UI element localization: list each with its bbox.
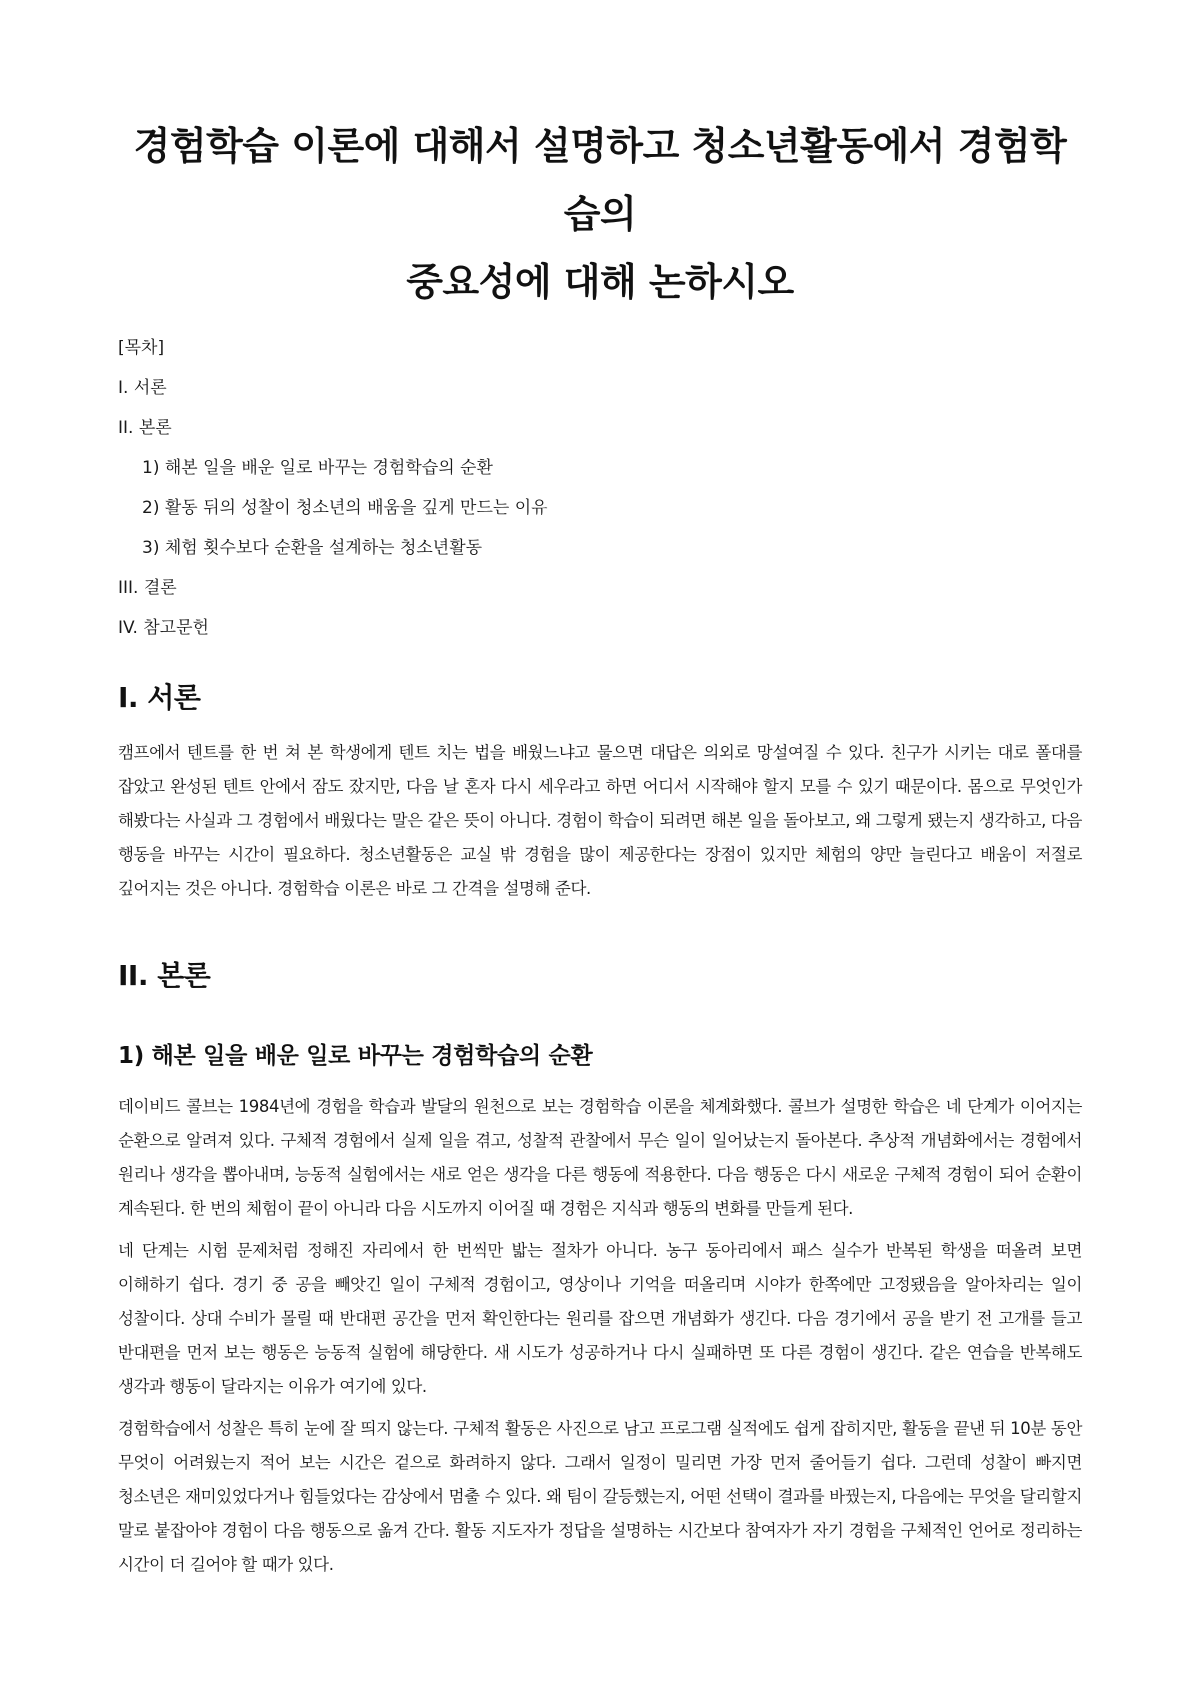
subsection-1-paragraph-1: 데이비드 콜브는 1984년에 경험을 학습과 발달의 원천으로 보는 경험학습 이론을 체계화했다. 콜브가 설명한 학습은 네 단계가 이어지는 순환으로 알려져 있다. 구체적 경험에서 실제 일을 겪고, 성찰적 관찰에서 무슨 일이 일어났는지 돌아본다. 추상적 개념화에서는 경험에서 원리나 생각을 뽑아내며, 능동적 실험에서는 새로 얻은 생각을 다른 행동에 적용한다. 다음 행동은 다시 새로운 구체적 경험이 되어 순환이 계속된다. 한 번의 체험이 끝이 아니라 다음 시도까지 이어질 때 경험은 지식과 행동의 변화를 만들게 된다. <box>118 1097 1082 1218</box>
subsection-1-heading: 1) 해본 일을 배운 일로 바꾸는 경험학습의 순환 <box>118 1043 593 1069</box>
toc-item-references: IV. 참고문헌 <box>118 618 209 638</box>
toc-item-body-3: 3) 체험 횟수보다 순환을 설계하는 청소년활동 <box>142 538 483 558</box>
table-of-contents <box>118 336 1082 640</box>
body-heading: II. 본론 <box>118 959 211 992</box>
intro-heading: I. 서론 <box>118 681 201 714</box>
toc-item-body: II. 본론 <box>118 418 172 438</box>
toc-item-intro: I. 서론 <box>118 378 167 398</box>
document-title <box>118 112 1082 316</box>
toc-label: [목차] <box>118 338 165 358</box>
document-title-line-2: 중요성에 대해 논하시오 <box>406 260 794 304</box>
intro-paragraph: 캠프에서 텐트를 한 번 쳐 본 학생에게 텐트 치는 법을 배웠느냐고 물으면 대답은 의외로 망설여질 수 있다. 친구가 시키는 대로 폴대를 잡았고 완성된 텐트 안에서 잠도 잤지만, 다음 날 혼자 다시 세우라고 하면 어디서 시작해야 할지 모를 수 있기 때문이다. 몸으로 무엇인가 해봤다는 사실과 그 경험에서 배웠다는 말은 같은 뜻이 아니다. 경험이 학습이 되려면 해본 일을 돌아보고, 왜 그렇게 됐는지 생각하고, 다음 행동을 바꾸는 시간이 필요하다. 청소년활동은 교실 밖 경험을 많이 제공한다는 장점이 있지만 체험의 양만 늘린다고 배움이 저절로 깊어지는 것은 아니다. 경험학습 이론은 바로 그 간격을 설명해 준다. <box>118 743 1082 898</box>
toc-item-conclusion: III. 결론 <box>118 578 177 598</box>
toc-item-body-1: 1) 해본 일을 배운 일로 바꾸는 경험학습의 순환 <box>142 458 493 478</box>
toc-item-body-2: 2) 활동 뒤의 성찰이 청소년의 배움을 깊게 만드는 이유 <box>142 498 548 518</box>
subsection-1-paragraph-2: 네 단계는 시험 문제처럼 정해진 자리에서 한 번씩만 밟는 절차가 아니다. 농구 동아리에서 패스 실수가 반복된 학생을 떠올려 보면 이해하기 쉽다. 경기 중 공을 빼앗긴 일이 구체적 경험이고, 영상이나 기억을 떠올리며 시야가 한쪽에만 고정됐음을 알아차리는 일이 성찰이다. 상대 수비가 몰릴 때 반대편 공간을 먼저 확인한다는 원리를 잡으면 개념화가 생긴다. 다음 경기에서 공을 받기 전 고개를 들고 반대편을 먼저 보는 행동은 능동적 실험에 해당한다. 새 시도가 성공하거나 다시 실패하면 또 다른 경험이 생긴다. 같은 연습을 반복해도 생각과 행동이 달라지는 이유가 여기에 있다. <box>118 1241 1082 1396</box>
document-title-line-1: 경험학습 이론에 대해서 설명하고 청소년활동에서 경험학습의 <box>133 124 1067 236</box>
subsection-1-paragraph-3: 경험학습에서 성찰은 특히 눈에 잘 띄지 않는다. 구체적 활동은 사진으로 남고 프로그램 실적에도 쉽게 잡히지만, 활동을 끝낸 뒤 10분 동안 무엇이 어려웠는지 적어 보는 시간은 겉으로 화려하지 않다. 그래서 일정이 밀리면 가장 먼저 줄어들기 쉽다. 그런데 성찰이 빠지면 청소년은 재미있었다거나 힘들었다는 감상에서 멈출 수 있다. 왜 팀이 갈등했는지, 어떤 선택이 결과를 바꿨는지, 다음에는 무엇을 달리할지 말로 붙잡아야 경험이 다음 행동으로 옮겨 간다. 활동 지도자가 정답을 설명하는 시간보다 참여자가 자기 경험을 구체적인 언어로 정리하는 시간이 더 길어야 할 때가 있다. <box>118 1419 1082 1574</box>
